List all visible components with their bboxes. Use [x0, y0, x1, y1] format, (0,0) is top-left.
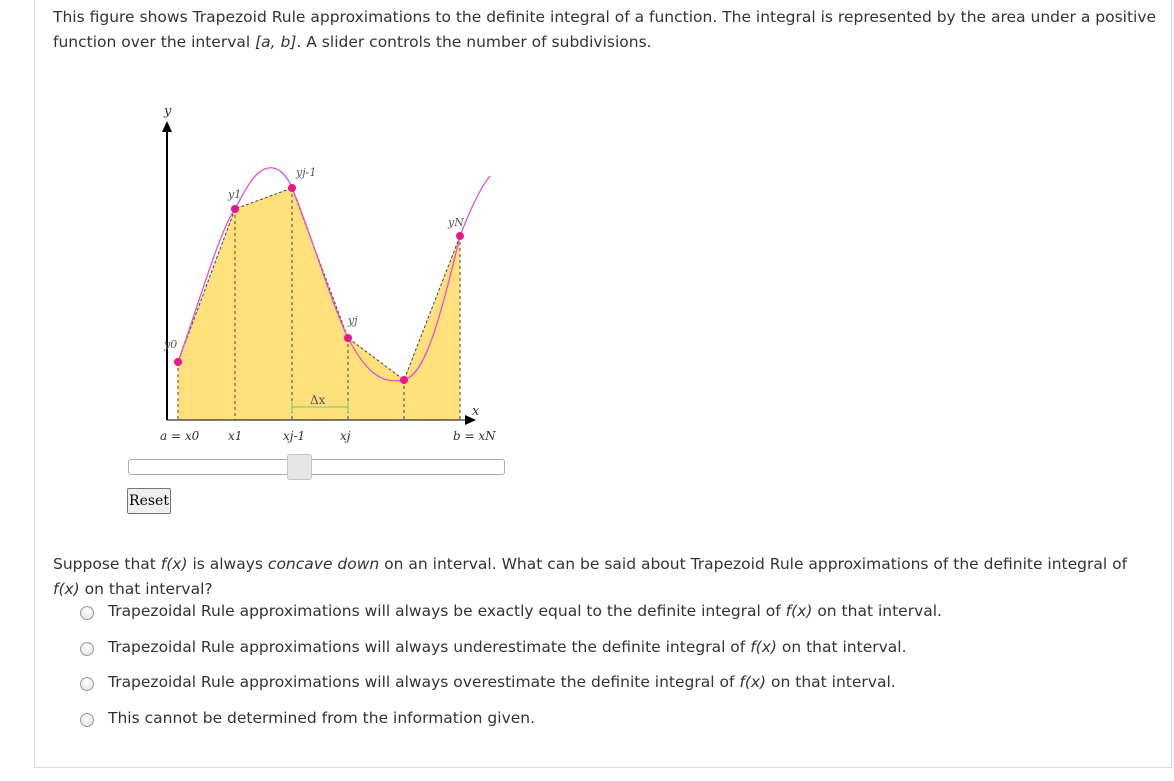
- answer-option[interactable]: [80, 673, 942, 709]
- question-part3: on an interval. What can be said about Trapezoid Rule approximations of the definite integral of: [379, 555, 1128, 573]
- x-label-j-1: xj-1: [283, 429, 306, 443]
- option-label: Trapezoidal Rule approximations will always be exactly equal to the definite integral of f(x) on that interval.: [108, 602, 942, 620]
- intro-part1: This figure shows Trapezoid Rule approximations to the definite integral of a function. The integral is represented by the area under a positive function over the interval: [53, 8, 1157, 51]
- trapezoid-figure: [120, 100, 500, 454]
- subdivisions-slider[interactable]: [128, 459, 505, 475]
- option-label: Trapezoidal Rule approximations will always underestimate the definite integral of f(x) on that interval.: [108, 637, 907, 656]
- intro-text: [53, 5, 1163, 55]
- question-fx: f(x): [160, 555, 188, 573]
- trapezoid-plot: [120, 100, 500, 450]
- x-axis-label: x: [472, 404, 480, 419]
- y-axis-label: y: [164, 104, 172, 119]
- radio-button[interactable]: [80, 677, 94, 691]
- x-label-j: xj: [340, 429, 351, 443]
- question-fx2: f(x): [53, 580, 80, 598]
- y-label-j: yj: [348, 314, 358, 327]
- intro-part2: . A slider controls the number of subdivisions.: [296, 33, 652, 51]
- slider-thumb[interactable]: [287, 454, 312, 480]
- radio-button[interactable]: [80, 606, 94, 620]
- y-axis-arrow: [162, 121, 172, 132]
- y-label-0: y0: [164, 338, 178, 351]
- answer-option[interactable]: [80, 602, 942, 638]
- radio-button[interactable]: [80, 642, 94, 656]
- question-part4: on that interval?: [79, 580, 213, 598]
- question-concave: concave down: [267, 555, 380, 573]
- x-label-1: x1: [228, 429, 243, 443]
- y-label-n: yN: [448, 216, 464, 229]
- question-part2: is always: [187, 555, 268, 573]
- answer-option[interactable]: [80, 638, 942, 674]
- option-label: Trapezoidal Rule approximations will always overestimate the definite integral of f(x) on that interval.: [108, 673, 896, 691]
- x-label-a: a = x0: [160, 429, 200, 443]
- question-part1: Suppose that: [53, 555, 161, 573]
- option-label: This cannot be determined from the information given.: [108, 708, 536, 727]
- question-text: [53, 552, 1143, 602]
- trapezoid-area: [178, 188, 460, 420]
- answer-options: [80, 602, 942, 744]
- answer-option[interactable]: [80, 709, 942, 745]
- y-label-1: y1: [228, 188, 242, 201]
- radio-button[interactable]: [80, 713, 94, 727]
- y-label-j-1: yj-1: [296, 166, 317, 179]
- intro-interval: [a, b]: [255, 33, 297, 51]
- reset-button[interactable]: Reset: [127, 488, 171, 514]
- x-label-b: b = xN: [453, 429, 496, 443]
- delta-x-label: Δx: [310, 393, 326, 407]
